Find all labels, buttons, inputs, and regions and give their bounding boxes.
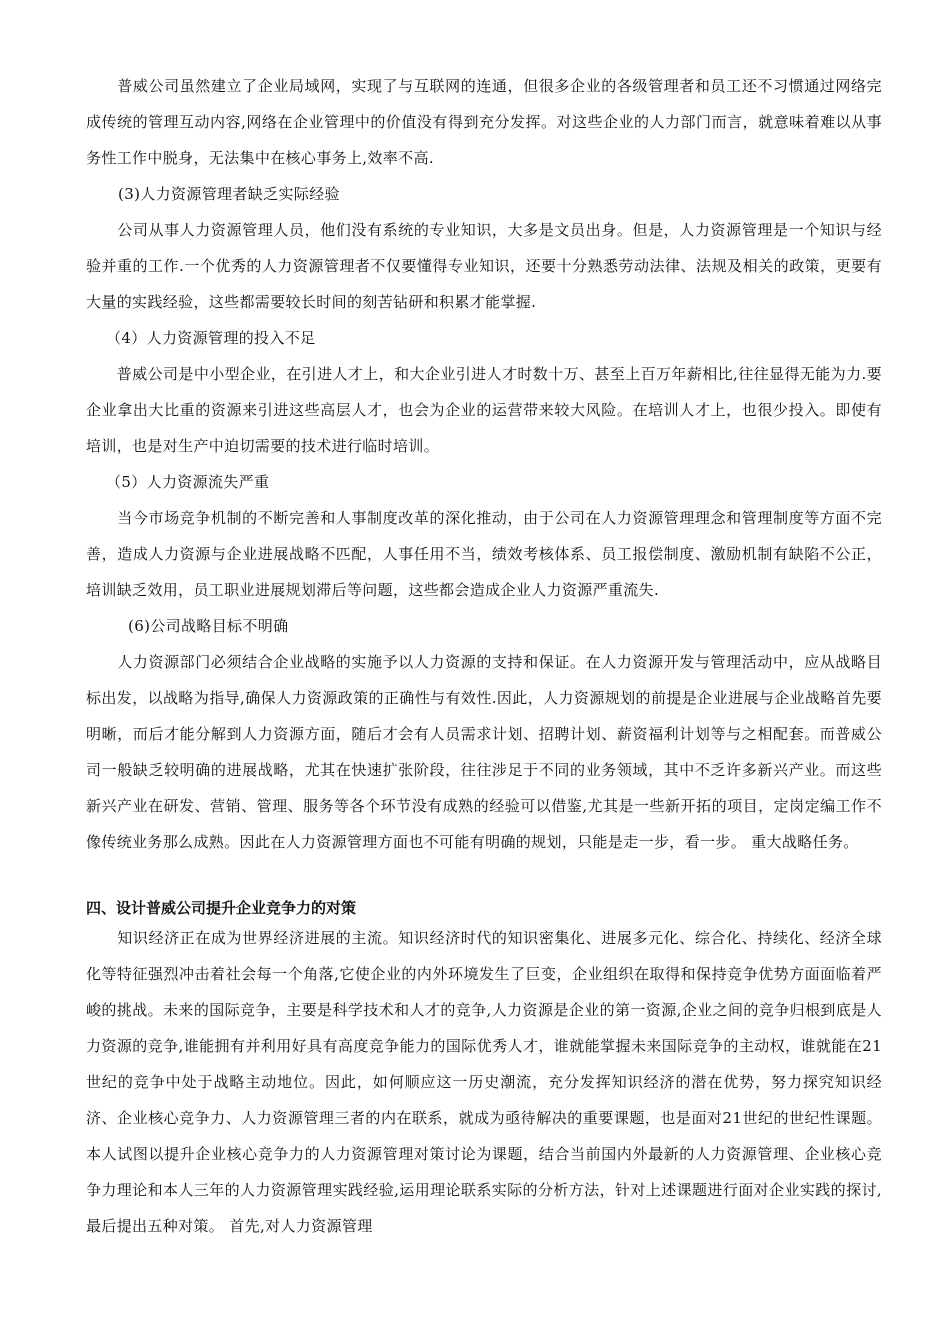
paragraph-hr-turnover: 当今市场竞争机制的不断完善和人事制度改革的深化推动，由于公司在人力资源管理理念和管理制度等方面不完善，造成人力资源与企业进展战略不匹配，人事任用不当，绩效考核体系、员工报偿制度、激励机制有缺陷不公正，培训缺乏效用，员工职业进展规划滞后等问题，这些都会造成企业人力资源严重流失. <box>86 509 882 599</box>
subheading-hr-investment-insufficient: （4）人力资源管理的投入不足 <box>106 329 316 347</box>
paragraph-hr-investment-insufficient: 普威公司是中小型企业，在引进人才上，和大企业引进人才时数十万、甚至上百万年薪相比,往往显得无能为力.要企业拿出大比重的资源来引进这些高层人才，也会为企业的运营带来较大风险。在培训人才上，也很少投入。即使有培训，也是对生产中迫切需要的技术进行临时培训。 <box>86 365 882 455</box>
paragraph-network-usage: 普威公司虽然建立了企业局域网，实现了与互联网的连通，但很多企业的各级管理者和员工还不习惯通过网络完成传统的管理互动内容,网络在企业管理中的价值没有得到充分发挥。对这些企业的人力部门而言，就意味着难以从事务性工作中脱身，无法集中在核心事务上,效率不高. <box>86 77 882 167</box>
subheading-strategy-unclear: (6)公司战略目标不明确 <box>128 617 289 635</box>
paragraph-hr-managers-lack-experience: 公司从事人力资源管理人员，他们没有系统的专业知识，大多是文员出身。但是，人力资源管理是一个知识与经验并重的工作.一个优秀的人力资源管理者不仅要懂得专业知识，还要十分熟悉劳动法律、法规及相关的政策，更要有大量的实践经验，这些都需要较长时间的刻苦钻研和积累才能掌握. <box>86 221 882 311</box>
subheading-hr-managers-lack-experience: (3)人力资源管理者缺乏实际经验 <box>118 185 340 203</box>
subheading-hr-turnover: （5）人力资源流失严重 <box>106 473 270 491</box>
paragraph-knowledge-economy: 知识经济正在成为世界经济进展的主流。知识经济时代的知识密集化、进展多元化、综合化、持续化、经济全球化等特征强烈冲击着社会每一个角落,它使企业的内外环境发生了巨变，企业组织在取得和保持竞争优势方面面临着严峻的挑战。未来的国际竞争，主要是科学技术和人才的竞争,人力资源是企业的第一资源,企业之间的竞争归根到底是人力资源的竞争,谁能拥有并利用好具有高度竞争能力的国际优秀人才，谁就能掌握未来国际竞争的主动权，谁就能在21世纪的竞争中处于战略主动地位。因此，如何顺应这一历史潮流，充分发挥知识经济的潜在优势，努力探究知识经济、企业核心竞争力、人力资源管理三者的内在联系，就成为亟待解决的重要课题，也是面对21世纪的世纪性课题。本人试图以提升企业核心竞争力的人力资源管理对策讨论为课题，结合当前国内外最新的人力资源管理、企业核心竞争力理论和本人三年的人力资源管理实践经验,运用理论联系实际的分析方法，针对上述课题进行面对企业实践的探讨,最后提出五种对策。 首先,对人力资源管理 <box>86 929 882 1235</box>
section-heading-four: 四、设计普威公司提升企业竞争力的对策 <box>86 899 357 917</box>
paragraph-strategy-unclear: 人力资源部门必须结合企业战略的实施予以人力资源的支持和保证。在人力资源开发与管理活动中，应从战略目标出发，以战略为指导,确保人力资源政策的正确性与有效性.因此，人力资源规划的前提是企业进展与企业战略首先要明晰，而后才能分解到人力资源方面，随后才会有人员需求计划、招聘计划、薪资福利计划等与之相配套。而普威公司一般缺乏较明确的进展战略，尤其在快速扩张阶段，往往涉足于不同的业务领域，其中不乏许多新兴产业。而这些新兴产业在研发、营销、管理、服务等各个环节没有成熟的经验可以借鉴,尤其是一些新开拓的项目，定岗定编工作不像传统业务那么成熟。因此在人力资源管理方面也不可能有明确的规划，只能是走一步，看一步。 重大战略任务。 <box>86 653 882 851</box>
